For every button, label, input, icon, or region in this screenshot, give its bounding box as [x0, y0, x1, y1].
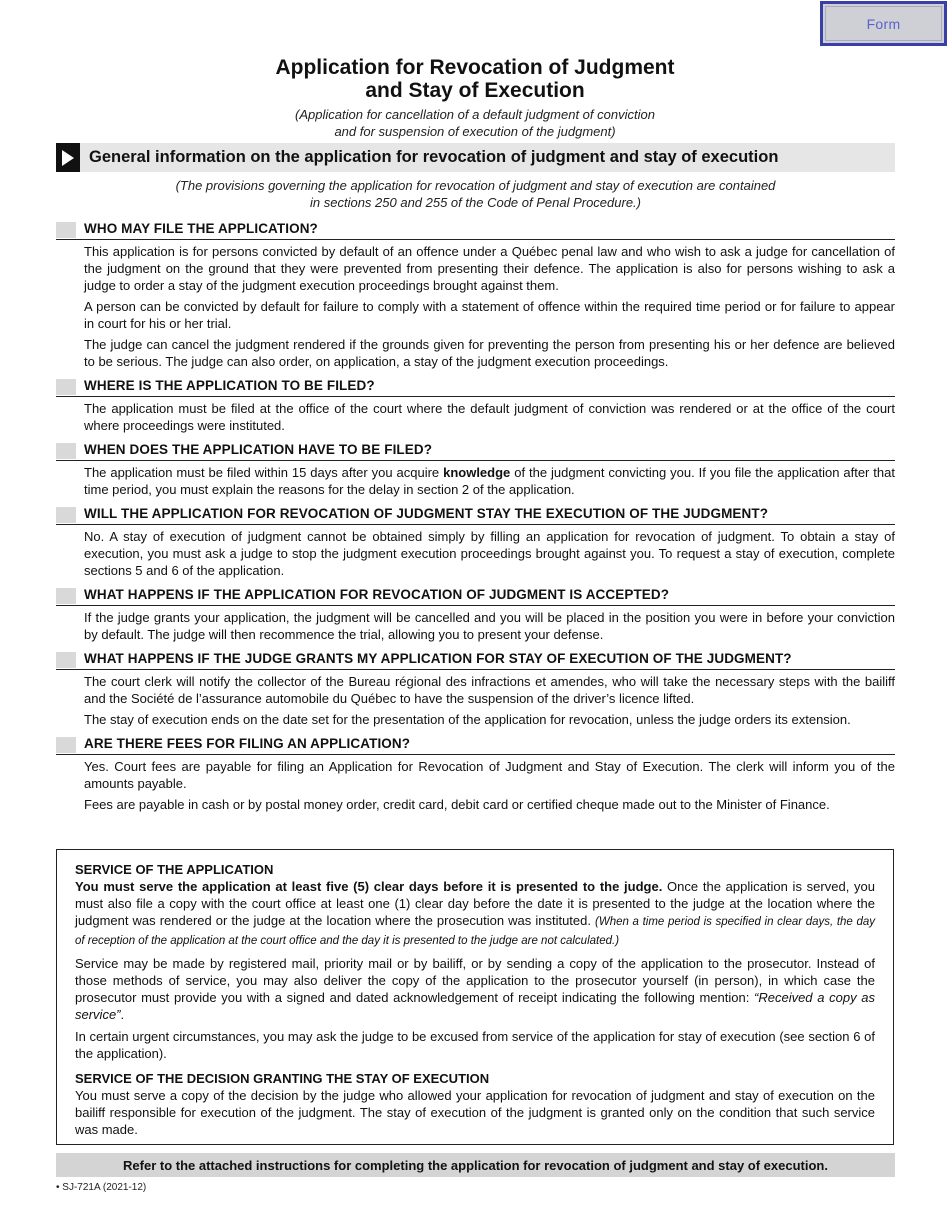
- section-marker: [56, 222, 76, 238]
- section-paragraph: No. A stay of execution of judgment cannot be obtained simply by filling an application for revocation of judgment. To obtain a stay of execution, you must ask a judge to stop the judgment execution proceedings brought against you. To request a stay of execution, complete sections 5 and 6 of the application.: [84, 529, 895, 578]
- info-sections: [56, 220, 895, 820]
- service-info-box: [56, 849, 894, 1145]
- section-when-filed: [56, 441, 895, 498]
- section-if-stay-granted: [56, 650, 895, 728]
- section-paragraph: The court clerk will notify the collector of the Bureau régional des infractions et amendes, who will take the necessary steps with the bailiff and the Société de l’assurance automobile du Québec to have the suspension of the driver’s licence lifted.: [84, 674, 895, 706]
- section-paragraph: A person can be convicted by default for failure to comply with a statement of offence within the required time period or for failure to appear in court for his or her trial.: [84, 299, 895, 331]
- section-marker: [56, 652, 76, 668]
- form-button-label: Form: [866, 15, 901, 32]
- form-code: • SJ-721A (2021-12): [56, 1182, 147, 1193]
- instructions-note: Refer to the attached instructions for completing the application for revocation of judgment and stay of execution.: [123, 1157, 828, 1173]
- banner-title: General information on the application for revocation of judgment and stay of execution: [89, 148, 779, 166]
- section-if-accepted: [56, 586, 895, 643]
- section-who-may-file: [56, 220, 895, 370]
- section-fees: [56, 735, 895, 813]
- section-stay-execution: [56, 505, 895, 579]
- document-header: [0, 56, 950, 140]
- section-marker: [56, 379, 76, 395]
- section-heading: WILL THE APPLICATION FOR REVOCATION OF JUDGMENT STAY THE EXECUTION OF THE JUDGMENT?: [84, 506, 769, 521]
- section-heading: ARE THERE FEES FOR FILING AN APPLICATION?: [84, 736, 411, 751]
- service-paragraph: You must serve the application at least five (5) clear days before it is presented to the judge. Once the application is served, you must also file a copy with the court office at least one (1) clear day before the date it is presented to the judge at the location where the judgment was rendered or the judge at the location where the prosecution was instituted. (When a time period is specified in clear days, the day of reception of the application at the court office and the day it is presented to the judge are not calculated.): [75, 879, 875, 947]
- decision-heading: SERVICE OF THE DECISION GRANTING THE STAY OF EXECUTION: [75, 1071, 490, 1086]
- chevron-right-icon: [56, 143, 80, 172]
- section-marker: [56, 507, 76, 523]
- section-paragraph: The judge can cancel the judgment rendered if the grounds given for preventing the person from presenting his or her defence are believed to be serious. The judge can also order, on application, a stay of the judgment execution proceedings.: [84, 337, 895, 369]
- provisions-note: (The provisions governing the application for revocation of judgment and stay of execution are contained in sections 250 and 255 of the Code of Penal Procedure.): [175, 178, 776, 210]
- service-paragraph: You must serve a copy of the decision by the judge who allowed your application for revocation of judgment and stay of execution on the bailiff responsible for execution of the judgment. The stay of execution of the judgment is granted only on the condition that such service was made.: [75, 1088, 875, 1137]
- service-paragraph: In certain urgent circumstances, you may ask the judge to be excused from service of the application for stay of execution (see section 6 of the application).: [75, 1029, 875, 1061]
- document-subtitle: (Application for cancellation of a default judgment of conviction and for suspension of execution of the judgment): [295, 107, 655, 139]
- document-title: Application for Revocation of Judgment and Stay of Execution: [275, 56, 675, 102]
- section-heading: WHEN DOES THE APPLICATION HAVE TO BE FILED?: [84, 442, 433, 457]
- section-paragraph: Yes. Court fees are payable for filing an Application for Revocation of Judgment and Stay of Execution. The clerk will inform you of the amounts payable.: [84, 759, 895, 791]
- section-paragraph: The application must be filed at the office of the court where the default judgment of conviction was rendered or at the office of the court where proceedings were instituted.: [84, 401, 895, 433]
- section-heading: WHAT HAPPENS IF THE JUDGE GRANTS MY APPLICATION FOR STAY OF EXECUTION OF THE JUDGMENT?: [84, 651, 792, 666]
- section-marker: [56, 443, 76, 459]
- section-marker: [56, 737, 76, 753]
- section-paragraph: If the judge grants your application, the judgment will be cancelled and you will be placed in the position you were in before your conviction by default. The judge will then recommence the trial, allowing you to present your defense.: [84, 610, 895, 642]
- section-paragraph: The application must be filed within 15 days after you acquire knowledge of the judgment convicting you. If you file the application after that time period, you must explain the reasons for the delay in section 2 of the application.: [84, 465, 895, 497]
- service-heading: SERVICE OF THE APPLICATION: [75, 862, 274, 877]
- section-heading: WHERE IS THE APPLICATION TO BE FILED?: [84, 378, 375, 393]
- instructions-note-bar: [56, 1153, 895, 1177]
- section-marker: [56, 588, 76, 604]
- section-paragraph: This application is for persons convicted by default of an offence under a Québec penal law and who wish to ask a judge for cancellation of the judgment on the ground that they were prevented from presenting their defence. The application is also for persons wishing to ask a judge to order a stay of the judgment execution proceedings brought against them.: [84, 244, 895, 293]
- form-button[interactable]: [820, 1, 947, 46]
- section-heading: WHO MAY FILE THE APPLICATION?: [84, 221, 318, 236]
- section-paragraph: The stay of execution ends on the date set for the presentation of the application for revocation, unless the judge orders its extension.: [84, 712, 851, 727]
- general-info-banner: [56, 143, 895, 172]
- service-paragraph: Service may be made by registered mail, priority mail or by bailiff, or by sending a copy of the application to the prosecutor. Instead of those methods of service, you may also deliver the copy of the application to the prosecutor yourself (in person), in which case the prosecutor must provide you with a signed and dated acknowledgement of receipt indicating the following mention: “Received a copy as service”.: [75, 956, 875, 1022]
- section-where-filed: [56, 377, 895, 434]
- section-paragraph: Fees are payable in cash or by postal money order, credit card, debit card or certified cheque made out to the Minister of Finance.: [84, 797, 830, 812]
- section-heading: WHAT HAPPENS IF THE APPLICATION FOR REVOCATION OF JUDGMENT IS ACCEPTED?: [84, 587, 670, 602]
